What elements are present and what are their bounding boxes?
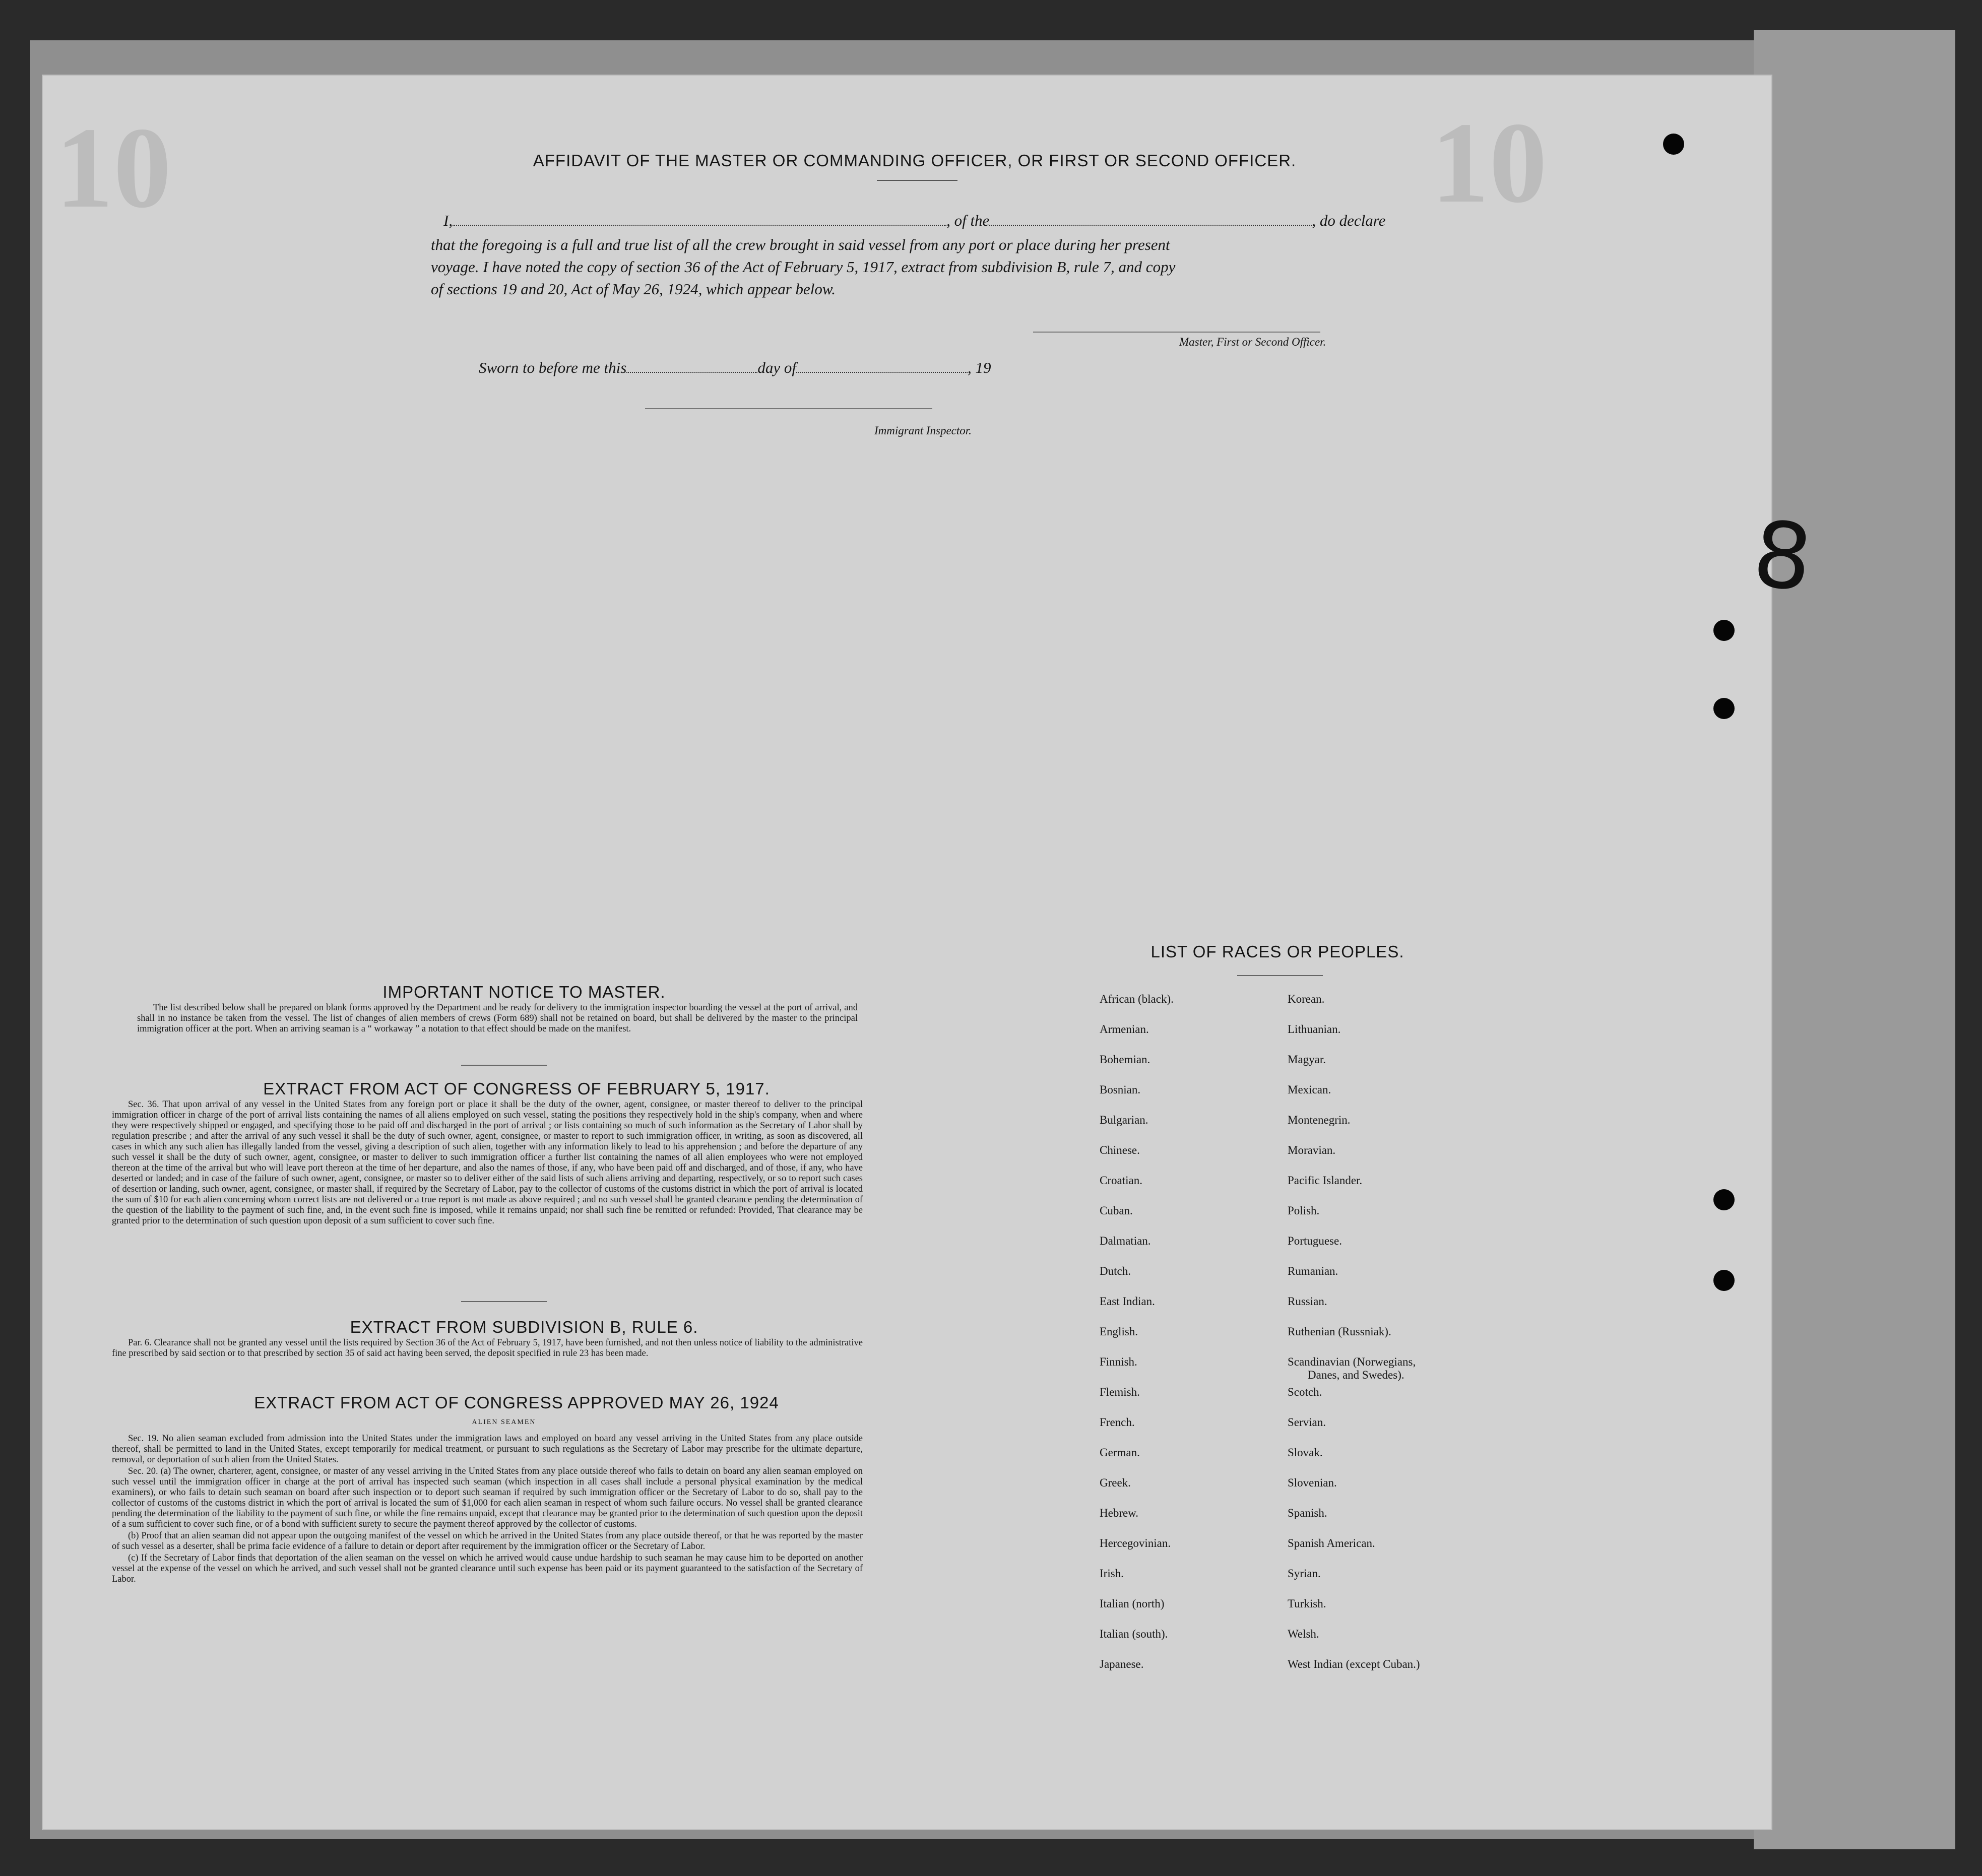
race-item: Dalmatian. <box>1100 1235 1151 1247</box>
race-item: Moravian. <box>1288 1144 1336 1156</box>
sec-20b-paragraph: (b) Proof that an alien seaman did not appear upon the outgoing manifest of the vessel on which he arrived in the United States from any place outside thereof, or that he was reported by the master of such vessel as a deserter, shall be prima facie evidence of a failure to detain or deport after requirement by the immigration officer or the Secretary of Labor. <box>112 1531 863 1551</box>
blank-name <box>453 225 946 226</box>
race-item: Irish. <box>1100 1567 1124 1580</box>
race-item-line: Danes, and Swedes). <box>1308 1369 1404 1381</box>
affidavit-line1-mid: , of the <box>946 212 990 229</box>
sec-19-paragraph: Sec. 19. No alien seaman excluded from admission into the United States under the immigration laws and employed on board any vessel arriving in the United States from any place outside thereof, shall be permitted to land in the United States, except temporarily for medical treatment, or pursuant to such regulations as the Secretary of Labor may prescribe for the ultimate departure, removal, or deportation of such alien from the United States. <box>112 1434 863 1465</box>
punch-hole <box>1713 1270 1735 1291</box>
race-item: Montenegrin. <box>1288 1114 1351 1126</box>
race-item: Japanese. <box>1100 1658 1144 1670</box>
affidavit-line1-start: I, <box>443 212 453 229</box>
race-item: Flemish. <box>1100 1386 1140 1398</box>
subdivision-b-body <box>112 1338 863 1360</box>
subdivision-b-title: EXTRACT FROM SUBDIVISION B, RULE 6. <box>350 1318 698 1336</box>
sec-20a-paragraph: Sec. 20. (a) The owner, charterer, agent, consignee, or master of any vessel arriving in the United States from any place outside thereof who fails to detain on board any alien seaman employed on such vessel until the immigration officer in charge at the port of arrival has inspected such seaman (which inspection in all cases shall include a personal physical examination by the medical examiners), or who fails to detain such seaman on board after such inspection or to deport such seaman if required by such immigration officer or the Secretary of Labor to do so, shall pay to the collector of customs of the customs district in which the port of arrival is located the sum of $1,000 for each alien seaman in respect of whom such failure occurs. No vessel shall be granted clearance pending the determination of the liability to the payment of such fine, or while the fine remains unpaid, except that clearance may be granted prior to the determination of such question upon the deposit of a sum sufficient to cover such fine, or of a bond with sufficient surety to secure the payment thereof approved by the collector of customs. <box>112 1466 863 1529</box>
race-item: Pacific Islander. <box>1288 1174 1363 1187</box>
races-column-2 <box>1288 993 1420 1688</box>
race-item: German. <box>1100 1446 1140 1459</box>
race-item: Cuban. <box>1100 1204 1133 1217</box>
sworn-mid: day of <box>757 359 796 376</box>
inspector-caption: Immigrant Inspector. <box>874 424 972 437</box>
extract-1917-paragraph: Sec. 36. That upon arrival of any vessel in the United States from any foreign port or place it shall be the duty of the owner, agent, consignee, or master thereof to deliver to the principal immigration officer in charge of the port of arrival lists containing the names of all aliens employed on such vessel, stating the positions they respectively hold in the ship's company, when and where they were respectively shipped or engaged, and specifying those to be paid off and discharged in the port of arrival ; or lists containing so much of such information as the Secretary of Labor shall by regulation prescribe ; and after the arrival of any such vessel it shall be the duty of such owner, agent, consignee, or master to report to such immigration officer, in writing, as soon as discovered, all cases in which any such alien has illegally landed from the vessel, giving a description of such alien, together with any information likely to lead to his apprehension ; and before the departure of any such vessel it shall be the duty of such owner, agent, consignee, or master to deliver to such immigration officer a further list containing the names of all alien employees who were not employed thereon at the time of the arrival but who will leave port thereon at the time of her departure, and also the names of those, if any, who have been paid off and discharged, and of those, if any, who have deserted or landed; and in case of the failure of such owner, agent, consignee, or master so to deliver either of the said lists of such aliens arriving and departing, respectively, or so to report such cases of desertion or landing, such owner, agent, consignee, or master shall, if required by the Secretary of Labor, pay to the collector of customs of the customs district in which the port of arrival is located the sum of $10 for each alien concerning whom correct lists are not delivered or a true report is not made as above required ; and no such vessel shall be granted clearance pending the determination of the question of the liability to the payment of such fine, and, in the event such fine is imposed, while it remains unpaid; nor shall such fine be remitted or refunded: Provided, That clearance may be granted prior to the determination of such question upon deposit of a sum sufficient to cover such fine. <box>112 1099 863 1226</box>
background-strip <box>1754 30 1955 1849</box>
race-item: Servian. <box>1288 1416 1326 1429</box>
race-item: Syrian. <box>1288 1567 1321 1580</box>
race-item: Slovak. <box>1288 1446 1323 1459</box>
sworn-line <box>479 359 991 377</box>
race-item: Russian. <box>1288 1295 1327 1308</box>
divider <box>1237 975 1323 976</box>
alien-seamen-label: ALIEN SEAMEN <box>472 1418 536 1426</box>
notice-paragraph: The list described below shall be prepared on blank forms approved by the Department and be ready for delivery to the immigration inspector boarding the vessel at the port of arrival, and shall in no instance be taken from the vessel. The list of changes of alien members of crews (Form 689) shall not be retained on board, but shall be delivered by the master to the principal immigration officer at the port. When an arriving seaman is a “ workaway ” a notation to that effect should be made on the manifest. <box>137 1003 858 1034</box>
extract-1917-title: EXTRACT FROM ACT OF CONGRESS OF FEBRUARY 5, 1917. <box>263 1079 770 1098</box>
race-item: Bohemian. <box>1100 1053 1150 1066</box>
inspector-signature-line <box>645 408 932 409</box>
affidavit-line-4: of sections 19 and 20, Act of May 26, 1924, which appear below. <box>431 280 836 298</box>
extract-1917-body <box>112 1099 863 1227</box>
races-column-1 <box>1100 993 1174 1688</box>
sec-20c-paragraph: (c) If the Secretary of Labor finds that deportation of the alien seaman on the vessel on which he arrived would cause undue hardship to such seaman he may cause him to be deported on another vessel at the expense of the vessel on which he arrived, and such vessel shall not be granted clearance until such expense has been paid or its payment guaranteed to the satisfaction of the Secretary of Labor. <box>112 1553 863 1584</box>
race-item: French. <box>1100 1416 1135 1429</box>
blank-month <box>796 372 968 373</box>
extract-1924-body <box>112 1434 863 1586</box>
race-item: Dutch. <box>1100 1265 1131 1277</box>
extract-1924-title: EXTRACT FROM ACT OF CONGRESS APPROVED MAY 26, 1924 <box>254 1393 779 1412</box>
race-item: East Indian. <box>1100 1295 1155 1308</box>
signature-line <box>1033 332 1320 333</box>
subdivision-b-paragraph: Par. 6. Clearance shall not be granted any vessel until the lists required by Section 36 of the Act of February 5, 1917, have been furnished, and not then unless notice of liability to the administrative fine prescribed by said section or to that prescribed by section 35 of said act having been served, the deposit specified in rule 23 has been made. <box>112 1338 863 1359</box>
race-item: Rumanian. <box>1288 1265 1338 1277</box>
ghost-number-right: 10 <box>1431 98 1547 227</box>
handwritten-annotation: 8 <box>1748 501 1817 612</box>
race-item: Mexican. <box>1288 1083 1331 1096</box>
race-item: Welsh. <box>1288 1628 1319 1640</box>
sworn-end: , 19 <box>967 359 991 376</box>
race-item: Greek. <box>1100 1476 1131 1489</box>
punch-hole <box>1713 620 1735 641</box>
punch-hole <box>1713 1189 1735 1210</box>
affidavit-line-1 <box>443 212 1385 230</box>
notice-body <box>137 1003 858 1036</box>
race-item: Finnish. <box>1100 1355 1137 1368</box>
blank-day <box>626 372 757 373</box>
divider <box>461 1301 547 1302</box>
race-item: Polish. <box>1288 1204 1320 1217</box>
races-title: LIST OF RACES OR PEOPLES. <box>1150 942 1404 961</box>
race-item-line: Scandinavian (Norwegians, <box>1288 1355 1416 1368</box>
notice-title: IMPORTANT NOTICE TO MASTER. <box>382 983 666 1001</box>
divider <box>877 180 957 181</box>
race-item: Hercegovinian. <box>1100 1537 1171 1549</box>
race-item: Ruthenian (Russniak). <box>1288 1325 1391 1338</box>
race-item: Portuguese. <box>1288 1235 1342 1247</box>
affidavit-title: AFFIDAVIT OF THE MASTER OR COMMANDING OFFICER, OR FIRST OR SECOND OFFICER. <box>533 151 1297 170</box>
race-item: West Indian (except Cuban.) <box>1288 1658 1420 1670</box>
punch-hole <box>1663 134 1684 155</box>
blank-vessel <box>989 225 1312 226</box>
race-item: Bosnian. <box>1100 1083 1141 1096</box>
race-item: Scotch. <box>1288 1386 1322 1398</box>
race-item: Magyar. <box>1288 1053 1326 1066</box>
race-item: Korean. <box>1288 993 1325 1005</box>
sworn-start: Sworn to before me this <box>479 359 627 376</box>
race-item: Armenian. <box>1100 1023 1149 1036</box>
punch-hole <box>1713 698 1735 719</box>
race-item: Italian (north) <box>1100 1597 1165 1610</box>
race-item: Lithuanian. <box>1288 1023 1341 1036</box>
divider <box>461 1065 547 1066</box>
affidavit-line-3: voyage. I have noted the copy of section 36 of the Act of February 5, 1917, extract from subdivision B, rule 7, and copy <box>431 258 1176 276</box>
race-item: Slovenian. <box>1288 1476 1337 1489</box>
race-item: Hebrew. <box>1100 1507 1139 1519</box>
race-item: Bulgarian. <box>1100 1114 1148 1126</box>
master-caption: Master, First or Second Officer. <box>1179 336 1326 348</box>
race-item: Turkish. <box>1288 1597 1326 1610</box>
affidavit-line-2: that the foregoing is a full and true list of all the crew brought in said vessel from any port or place during her present <box>431 236 1170 253</box>
race-item: Chinese. <box>1100 1144 1140 1156</box>
affidavit-line1-end: , do declare <box>1312 212 1386 229</box>
race-item: Spanish American. <box>1288 1537 1375 1549</box>
race-item: Spanish. <box>1288 1507 1327 1519</box>
race-item: Croatian. <box>1100 1174 1142 1187</box>
race-item: Italian (south). <box>1100 1628 1168 1640</box>
race-item: African (black). <box>1100 993 1174 1005</box>
ghost-number-left: 10 <box>55 103 171 232</box>
race-item <box>1288 1355 1420 1386</box>
race-item: English. <box>1100 1325 1138 1338</box>
